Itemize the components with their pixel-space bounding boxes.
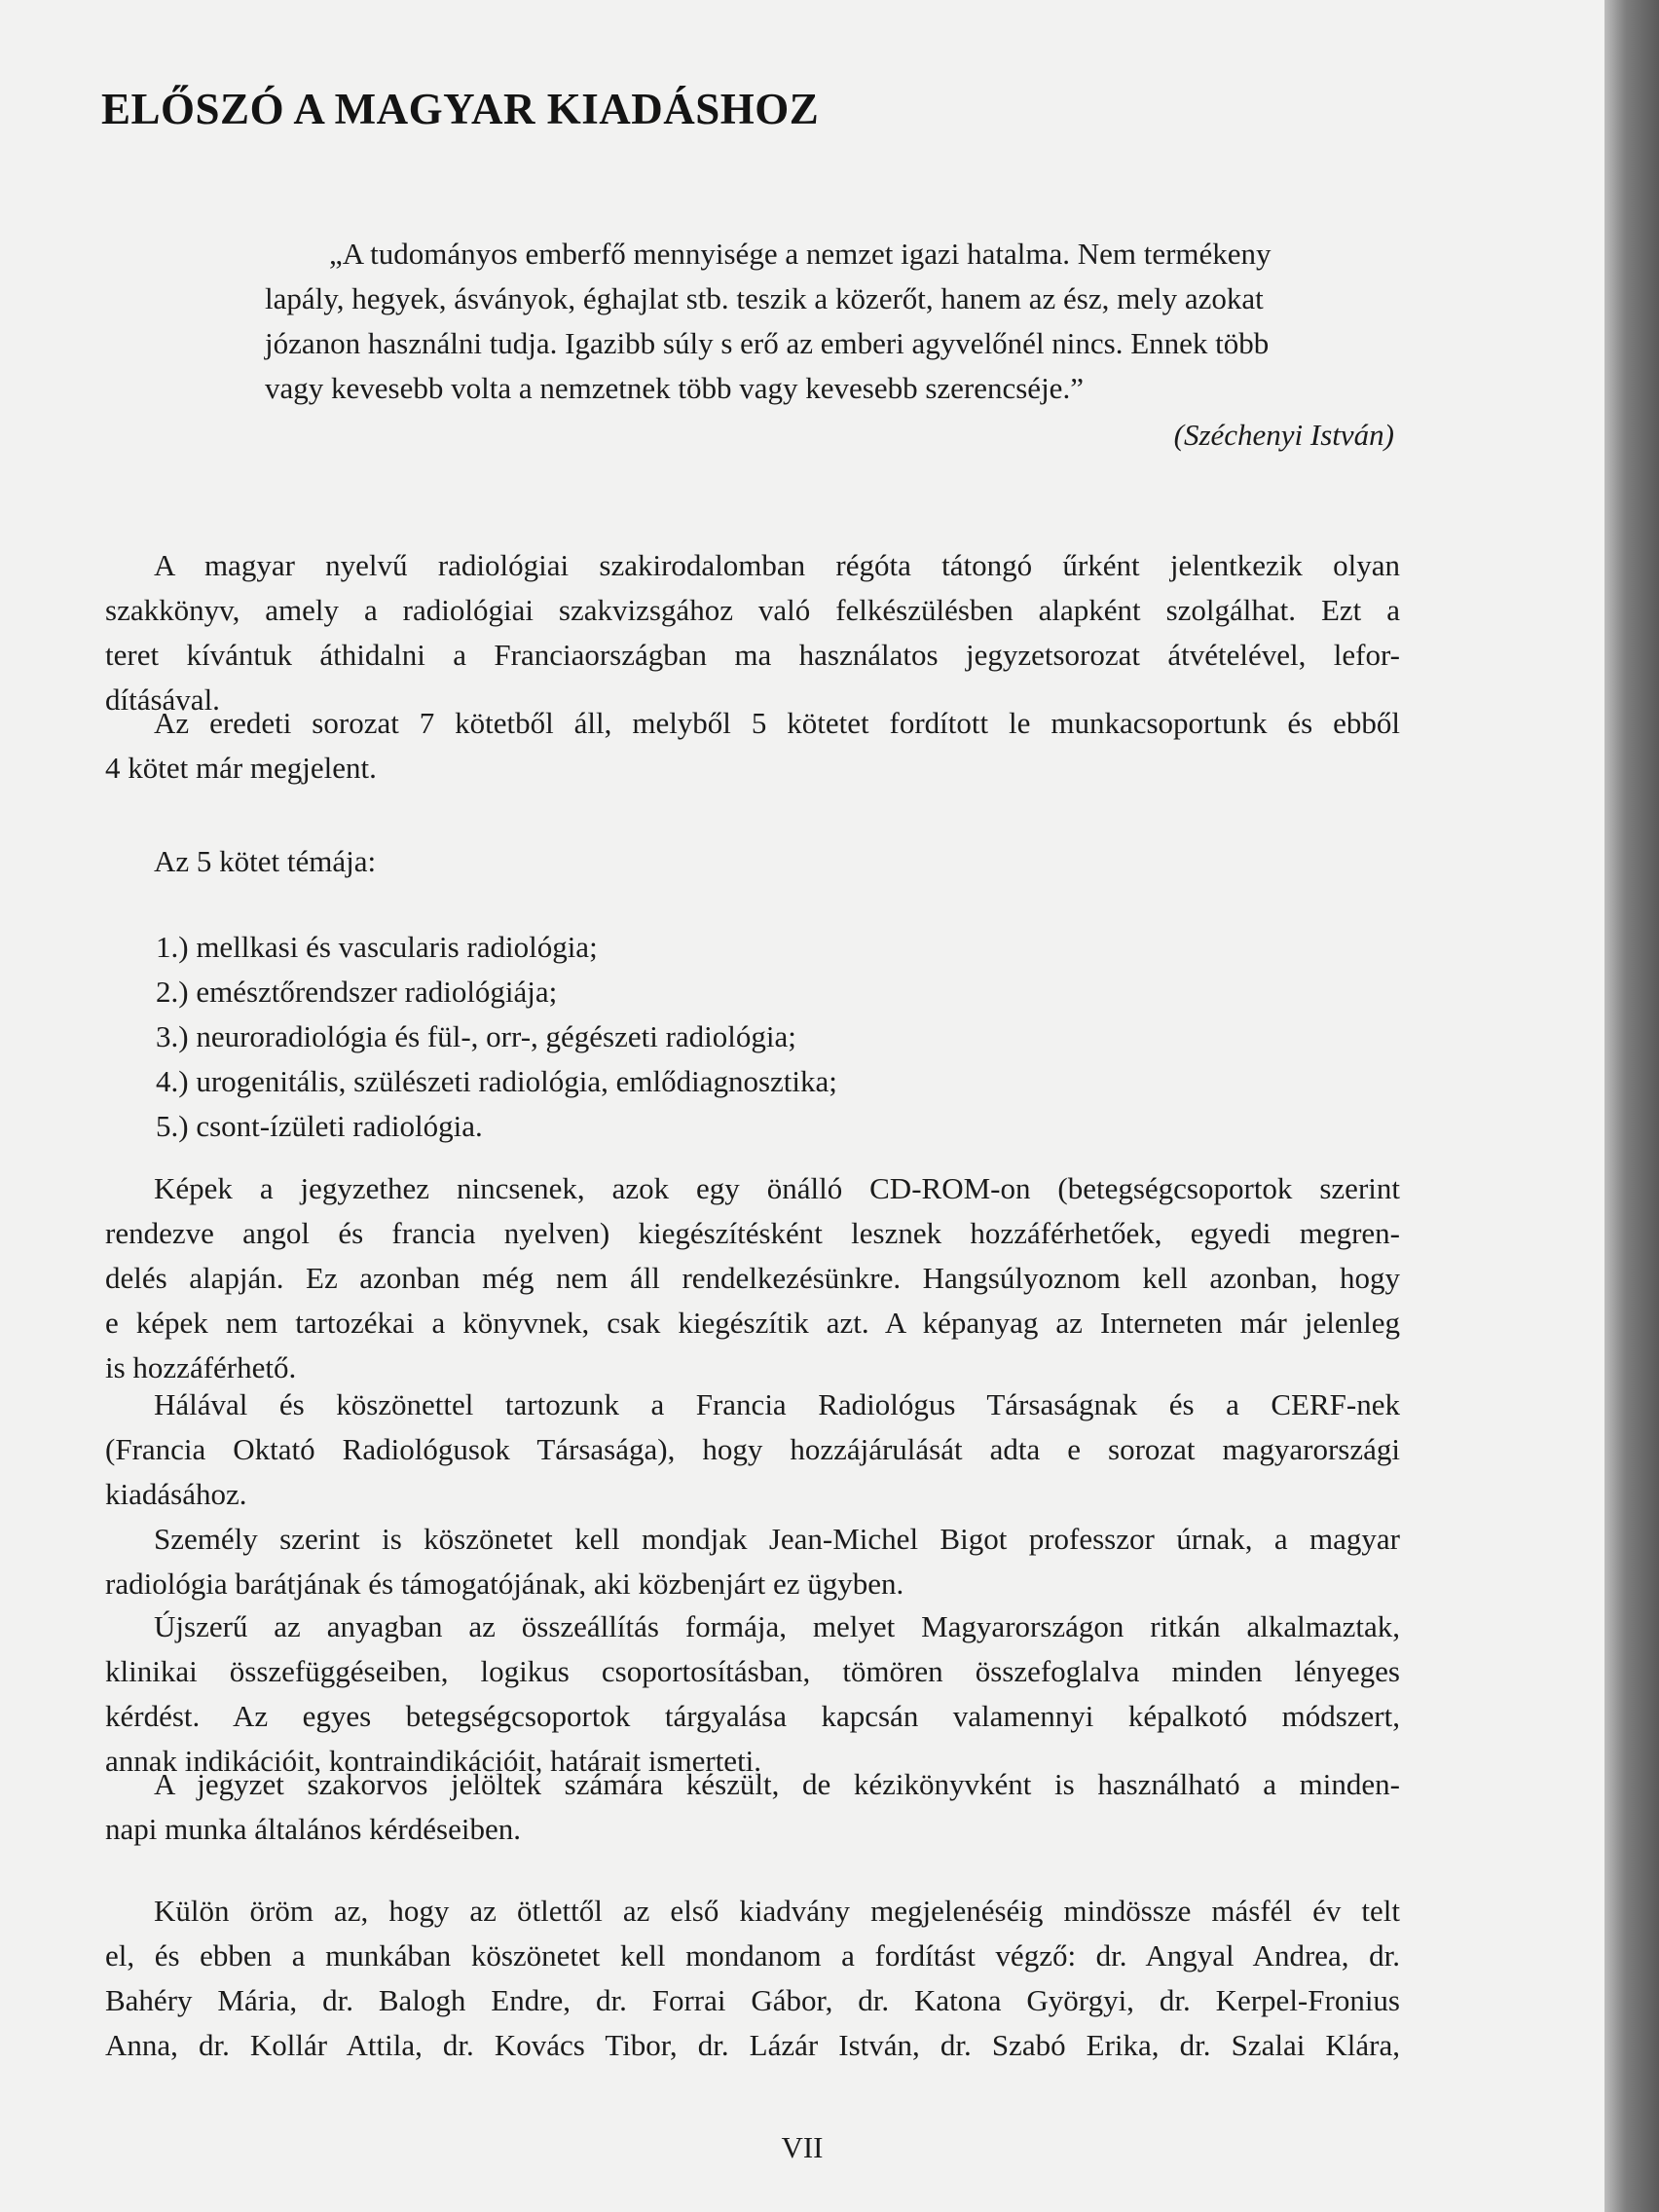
book-gutter-shadow — [1604, 0, 1659, 2212]
paragraph-novelty — [105, 1604, 1400, 1784]
text-line: Képek a jegyzethez nincsenek, azok egy önálló CD-ROM-on (betegségcsoportok szerint — [154, 1171, 1400, 1205]
epigraph-line: lapály, hegyek, ásványok, éghajlat stb. teszik a közerőt, hanem az ész, mely azokat — [265, 281, 1264, 315]
page-number: VII — [781, 2130, 824, 2164]
list-item: 5.) csont-ízületi radiológia. — [156, 1109, 483, 1143]
text-line: Bahéry Mária, dr. Balogh Endre, dr. Forrai Gábor, dr. Katona Györgyi, dr. Kerpel-Fronius — [105, 1983, 1400, 2017]
text-line: napi munka általános kérdéseiben. — [105, 1812, 521, 1846]
text-line: el, és ebben a munkában köszönetet kell mondanom a fordítást végző: dr. Angyal Andrea, dr. — [105, 1938, 1400, 1972]
text-line: dításával. — [105, 682, 220, 717]
epigraph-author: (Széchenyi István) — [1173, 418, 1394, 452]
text-line: A magyar nyelvű radiológiai szakirodalomban régóta tátongó űrként jelentkezik olyan — [154, 548, 1400, 582]
text-line: Hálával és köszönettel tartozunk a Francia Radiológus Társaságnak és a CERF-nek — [154, 1387, 1400, 1421]
list-item: 4.) urogenitális, szülészeti radiológia, emlődiagnosztika; — [156, 1064, 837, 1098]
paragraph-images — [105, 1166, 1400, 1390]
text-line: Az eredeti sorozat 7 kötetből áll, melyből 5 kötetet fordított le munkacsoportunk és ebből — [154, 706, 1400, 740]
text-line: szakkönyv, amely a radiológiai szakvizsgához való felkészülésben alapként szolgálhat. Ezt a — [105, 593, 1400, 627]
text-line: kiadásához. — [105, 1477, 247, 1511]
list-item: 2.) emésztőrendszer radiológiája; — [156, 975, 558, 1009]
text-line: radiológia barátjának és támogatójának, aki közbenjárt ez ügyben. — [105, 1567, 904, 1601]
bleed-through-text — [1202, 88, 1210, 121]
paragraph-audience — [105, 1762, 1400, 1852]
paragraph-topics-intro — [105, 839, 1400, 884]
text-line: rendezve angol és francia nyelven) kiegészítésként lesznek hozzáférhetőek, egyedi megren- — [105, 1216, 1400, 1250]
text-line: A jegyzet szakorvos jelöltek számára készült, de kézikönyvként is használható a minden- — [154, 1767, 1400, 1801]
text-line: teret kívántuk áthidalni a Franciaországban ma használatos jegyzetsorozat átvételével, lefor- — [105, 638, 1400, 672]
paragraph-personal-thanks — [105, 1517, 1400, 1606]
paragraph-volumes — [105, 701, 1400, 791]
epigraph-line: józanon használni tudja. Igazibb súly s erő az emberi agyvelőnél nincs. Ennek több — [265, 326, 1270, 360]
text-line: klinikai összefüggéseiben, logikus csoportosításban, tömören összefoglalva minden lényeges — [105, 1654, 1400, 1688]
epigraph-quote — [265, 232, 1394, 458]
text-line: is hozzáférhető. — [105, 1350, 297, 1384]
text-line: 4 kötet már megjelent. — [105, 751, 377, 785]
paragraph-intro — [105, 543, 1400, 722]
paragraph-thanks — [105, 1382, 1400, 1517]
text-line: delés alapján. Ez azonban még nem áll rendelkezésünkre. Hangsúlyoznom kell azonban, hogy — [105, 1261, 1400, 1295]
epigraph-line: „A tudományos emberfő mennyisége a nemzet igazi hatalma. Nem termékeny — [329, 237, 1272, 271]
epigraph-line: vagy kevesebb volta a nemzetnek több vagy kevesebb szerencséje.” — [265, 371, 1084, 405]
paragraph-translators — [105, 1889, 1400, 2068]
text-line: annak indikációit, kontraindikációit, határait ismerteti. — [105, 1744, 762, 1778]
text-line: kérdést. Az egyes betegségcsoportok tárgyalása kapcsán valamennyi képalkotó módszert, — [105, 1699, 1400, 1733]
list-item: 1.) mellkasi és vascularis radiológia; — [156, 930, 598, 964]
text-line: Külön öröm az, hogy az ötlettől az első kiadvány megjelenéséig mindössze másfél év telt — [154, 1894, 1400, 1928]
text-line: Anna, dr. Kollár Attila, dr. Kovács Tibor, dr. Lázár István, dr. Szabó Erika, dr. Szalai Klára, — [105, 2028, 1400, 2062]
text-line: Az 5 kötet témája: — [154, 844, 377, 878]
page-heading: ELŐSZÓ A MAGYAR KIADÁSHOZ — [101, 85, 820, 133]
text-line: Személy szerint is köszönetet kell mondjak Jean-Michel Bigot professzor úrnak, a magyar — [154, 1522, 1400, 1556]
text-line: e képek nem tartozékai a könyvnek, csak kiegészítik azt. A képanyag az Interneten már jelenleg — [105, 1306, 1400, 1340]
text-line: Újszerű az anyagban az összeállítás formája, melyet Magyarországon ritkán alkalmaztak, — [154, 1609, 1400, 1643]
list-item: 3.) neuroradiológia és fül-, orr-, gégészeti radiológia; — [156, 1019, 796, 1053]
volume-list — [156, 925, 837, 1149]
text-line: (Francia Oktató Radiológusok Társasága), hogy hozzájárulását adta e sorozat magyarországi — [105, 1432, 1400, 1466]
